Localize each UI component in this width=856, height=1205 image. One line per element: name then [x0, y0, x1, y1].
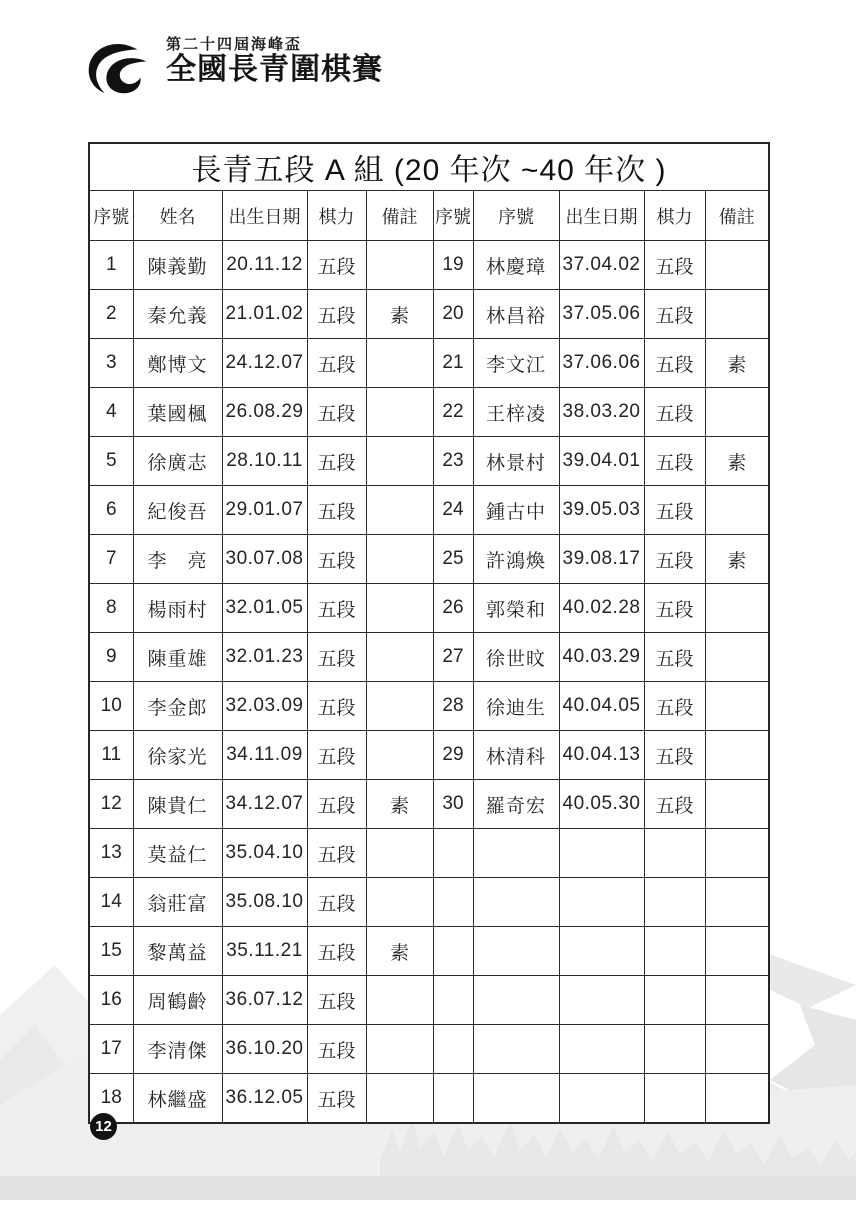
cell-date-left: 32.01.05: [222, 584, 307, 633]
cell-no-right: [433, 829, 473, 878]
cell-rank-right: 五段: [644, 633, 705, 682]
cell-rank-right: 五段: [644, 388, 705, 437]
cell-no-left: 7: [89, 535, 133, 584]
cell-note-right: [705, 780, 769, 829]
cell-date-left: 35.08.10: [222, 878, 307, 927]
cell-date-left: 32.03.09: [222, 682, 307, 731]
cell-rank-left: 五段: [307, 1074, 366, 1124]
cell-name-left: 楊雨村: [133, 584, 222, 633]
cell-note-right: 素: [705, 339, 769, 388]
cell-no-left: 2: [89, 290, 133, 339]
cell-note-left: [366, 584, 433, 633]
cell-note-right: [705, 976, 769, 1025]
cell-no-left: 11: [89, 731, 133, 780]
cell-date-right: 40.02.28: [559, 584, 644, 633]
cell-note-left: [366, 388, 433, 437]
cell-rank-left: 五段: [307, 1025, 366, 1074]
cell-rank-left: 五段: [307, 878, 366, 927]
column-header: 備註: [705, 191, 769, 241]
cell-name-right: 鍾古中: [473, 486, 559, 535]
cell-no-right: 20: [433, 290, 473, 339]
cell-rank-left: 五段: [307, 339, 366, 388]
column-header: 備註: [366, 191, 433, 241]
cell-name-right: 徐世旼: [473, 633, 559, 682]
page-number: 12: [95, 1118, 112, 1135]
cell-no-left: 1: [89, 241, 133, 290]
column-header: 姓名: [133, 191, 222, 241]
cell-rank-left: 五段: [307, 584, 366, 633]
cell-date-left: 36.12.05: [222, 1074, 307, 1124]
cell-name-left: 葉國楓: [133, 388, 222, 437]
cell-date-left: 36.07.12: [222, 976, 307, 1025]
cell-no-left: 6: [89, 486, 133, 535]
cell-rank-left: 五段: [307, 829, 366, 878]
cell-no-right: [433, 1074, 473, 1124]
cell-rank-left: 五段: [307, 486, 366, 535]
cell-no-left: 15: [89, 927, 133, 976]
cell-rank-left: 五段: [307, 731, 366, 780]
cell-no-right: 27: [433, 633, 473, 682]
cell-rank-right: 五段: [644, 339, 705, 388]
cell-date-right: 40.04.05: [559, 682, 644, 731]
cell-note-right: [705, 682, 769, 731]
cell-note-left: [366, 535, 433, 584]
cell-rank-left: 五段: [307, 633, 366, 682]
cell-no-left: 4: [89, 388, 133, 437]
cell-note-left: [366, 829, 433, 878]
cell-no-left: 10: [89, 682, 133, 731]
cell-note-left: 素: [366, 780, 433, 829]
column-header: 出生日期: [559, 191, 644, 241]
cell-rank-right: [644, 1074, 705, 1124]
cell-name-right: 林景村: [473, 437, 559, 486]
cell-note-right: [705, 1025, 769, 1074]
table-row: [89, 1074, 769, 1124]
column-header: 序號: [433, 191, 473, 241]
cell-date-right: 37.05.06: [559, 290, 644, 339]
cell-date-right: [559, 976, 644, 1025]
cell-name-right: 李文江: [473, 339, 559, 388]
logo-subtitle: 第二十四屆海峰盃: [166, 36, 303, 53]
cell-name-right: 林慶璋: [473, 241, 559, 290]
cell-no-right: 28: [433, 682, 473, 731]
cell-date-left: 21.01.02: [222, 290, 307, 339]
table-row: [89, 829, 769, 878]
table-row: [89, 290, 769, 339]
cell-name-left: 徐家光: [133, 731, 222, 780]
table-row: [89, 878, 769, 927]
table-row: [89, 780, 769, 829]
cell-date-left: 35.11.21: [222, 927, 307, 976]
cell-date-right: [559, 1074, 644, 1124]
cell-note-right: [705, 731, 769, 780]
cell-note-left: [366, 731, 433, 780]
cell-name-left: 莫益仁: [133, 829, 222, 878]
cell-note-left: [366, 241, 433, 290]
logo-title: 全國長青圍棋賽: [166, 53, 383, 86]
table-row: [89, 388, 769, 437]
cell-no-right: [433, 927, 473, 976]
cell-name-left: 紀俊吾: [133, 486, 222, 535]
cell-note-right: 素: [705, 535, 769, 584]
cell-note-right: [705, 290, 769, 339]
cell-rank-left: 五段: [307, 388, 366, 437]
cell-name-left: 鄭博文: [133, 339, 222, 388]
cell-date-left: 24.12.07: [222, 339, 307, 388]
cell-rank-left: 五段: [307, 976, 366, 1025]
cell-no-left: 12: [89, 780, 133, 829]
cell-note-right: 素: [705, 437, 769, 486]
table-row: [89, 731, 769, 780]
table-title-row: [89, 143, 769, 191]
cell-rank-right: [644, 1025, 705, 1074]
haifeng-cup-swirl-icon: [86, 42, 162, 94]
cell-name-left: 陳貴仁: [133, 780, 222, 829]
cell-name-left: 徐廣志: [133, 437, 222, 486]
cell-date-left: 30.07.08: [222, 535, 307, 584]
cell-name-right: [473, 927, 559, 976]
cell-no-left: 9: [89, 633, 133, 682]
table-row: [89, 927, 769, 976]
cell-date-right: 38.03.20: [559, 388, 644, 437]
cell-name-left: 秦允義: [133, 290, 222, 339]
cell-date-left: 34.11.09: [222, 731, 307, 780]
cell-note-left: [366, 1074, 433, 1124]
cell-no-left: 16: [89, 976, 133, 1025]
cell-no-right: [433, 878, 473, 927]
cell-name-right: [473, 829, 559, 878]
cell-date-left: 32.01.23: [222, 633, 307, 682]
cell-date-left: 35.04.10: [222, 829, 307, 878]
cell-rank-right: 五段: [644, 486, 705, 535]
cell-date-right: 40.04.13: [559, 731, 644, 780]
cell-date-right: 40.05.30: [559, 780, 644, 829]
cell-date-left: 26.08.29: [222, 388, 307, 437]
cell-note-right: [705, 388, 769, 437]
roster-table: [88, 142, 770, 1124]
cell-note-left: 素: [366, 290, 433, 339]
cell-name-right: 徐迪生: [473, 682, 559, 731]
cell-note-left: [366, 633, 433, 682]
cell-rank-right: [644, 878, 705, 927]
cell-rank-left: 五段: [307, 437, 366, 486]
cell-name-left: 李 亮: [133, 535, 222, 584]
cell-name-left: 李金郎: [133, 682, 222, 731]
table-row: [89, 486, 769, 535]
cell-note-right: [705, 486, 769, 535]
table-row: [89, 535, 769, 584]
cell-no-right: [433, 1025, 473, 1074]
cell-date-right: 37.06.06: [559, 339, 644, 388]
cell-rank-right: 五段: [644, 682, 705, 731]
cell-no-right: 21: [433, 339, 473, 388]
cell-date-right: [559, 1025, 644, 1074]
cell-name-right: 許鴻煥: [473, 535, 559, 584]
cell-note-right: [705, 633, 769, 682]
cell-rank-left: 五段: [307, 290, 366, 339]
cell-rank-left: 五段: [307, 780, 366, 829]
cell-date-right: 39.05.03: [559, 486, 644, 535]
cell-note-right: [705, 584, 769, 633]
column-header: 序號: [89, 191, 133, 241]
cell-rank-left: 五段: [307, 241, 366, 290]
cell-rank-right: [644, 976, 705, 1025]
cell-note-left: [366, 486, 433, 535]
cell-name-left: 林繼盛: [133, 1074, 222, 1124]
cell-note-left: [366, 339, 433, 388]
cell-rank-right: 五段: [644, 731, 705, 780]
cell-name-right: [473, 878, 559, 927]
cell-no-right: 30: [433, 780, 473, 829]
cell-no-right: 25: [433, 535, 473, 584]
cell-no-left: 14: [89, 878, 133, 927]
table-row: [89, 682, 769, 731]
column-header: 棋力: [644, 191, 705, 241]
table-row: [89, 584, 769, 633]
cell-no-right: [433, 976, 473, 1025]
cell-name-right: 羅奇宏: [473, 780, 559, 829]
tournament-logo: [86, 36, 383, 94]
page-number-badge: [90, 1113, 117, 1140]
cell-no-right: 26: [433, 584, 473, 633]
cell-note-left: [366, 682, 433, 731]
cell-no-left: 13: [89, 829, 133, 878]
cell-name-right: 郭榮和: [473, 584, 559, 633]
cell-no-right: 22: [433, 388, 473, 437]
cell-note-right: [705, 241, 769, 290]
cell-date-right: [559, 878, 644, 927]
cell-note-right: [705, 1074, 769, 1124]
cell-rank-left: 五段: [307, 535, 366, 584]
cell-name-right: [473, 1074, 559, 1124]
cell-date-left: 36.10.20: [222, 1025, 307, 1074]
column-header: 序號: [473, 191, 559, 241]
cell-date-left: 20.11.12: [222, 241, 307, 290]
cell-date-left: 34.12.07: [222, 780, 307, 829]
cell-name-left: 翁莊富: [133, 878, 222, 927]
cell-rank-left: 五段: [307, 682, 366, 731]
cell-no-left: 18: [89, 1074, 133, 1124]
cell-note-right: [705, 829, 769, 878]
cell-name-right: 林清科: [473, 731, 559, 780]
cell-no-left: 5: [89, 437, 133, 486]
cell-no-right: 24: [433, 486, 473, 535]
cell-name-left: 周鶴齡: [133, 976, 222, 1025]
cell-note-right: [705, 927, 769, 976]
cell-no-left: 17: [89, 1025, 133, 1074]
table-row: [89, 1025, 769, 1074]
cell-rank-left: 五段: [307, 927, 366, 976]
cell-rank-right: 五段: [644, 241, 705, 290]
cell-rank-right: 五段: [644, 290, 705, 339]
cell-name-right: 王梓凌: [473, 388, 559, 437]
cell-no-right: 29: [433, 731, 473, 780]
table-row: [89, 437, 769, 486]
cell-no-left: 3: [89, 339, 133, 388]
cell-name-right: 林昌裕: [473, 290, 559, 339]
cell-name-left: 陳重雄: [133, 633, 222, 682]
cell-note-left: [366, 878, 433, 927]
table-title: 長青五段 A 組 (20 年次 ~40 年次 ): [89, 143, 769, 191]
cell-no-left: 8: [89, 584, 133, 633]
table-row: [89, 633, 769, 682]
cell-note-left: [366, 976, 433, 1025]
cell-date-right: 37.04.02: [559, 241, 644, 290]
cell-name-left: 黎萬益: [133, 927, 222, 976]
cell-date-right: 40.03.29: [559, 633, 644, 682]
cell-name-left: 陳義勤: [133, 241, 222, 290]
cell-date-right: 39.04.01: [559, 437, 644, 486]
column-header-row: [89, 191, 769, 241]
cell-date-left: 28.10.11: [222, 437, 307, 486]
cell-date-right: [559, 829, 644, 878]
table-row: [89, 241, 769, 290]
cell-note-left: 素: [366, 927, 433, 976]
cell-note-right: [705, 878, 769, 927]
cell-date-right: 39.08.17: [559, 535, 644, 584]
cell-name-left: 李清傑: [133, 1025, 222, 1074]
cell-name-right: [473, 1025, 559, 1074]
cell-rank-right: 五段: [644, 584, 705, 633]
cell-no-right: 19: [433, 241, 473, 290]
cell-rank-right: [644, 927, 705, 976]
cell-rank-right: 五段: [644, 535, 705, 584]
table-row: [89, 976, 769, 1025]
cell-rank-right: [644, 829, 705, 878]
table-row: [89, 339, 769, 388]
cell-rank-right: 五段: [644, 780, 705, 829]
column-header: 出生日期: [222, 191, 307, 241]
cell-date-left: 29.01.07: [222, 486, 307, 535]
column-header: 棋力: [307, 191, 366, 241]
cell-name-right: [473, 976, 559, 1025]
cell-no-right: 23: [433, 437, 473, 486]
cell-note-left: [366, 1025, 433, 1074]
cell-date-right: [559, 927, 644, 976]
cell-note-left: [366, 437, 433, 486]
cell-rank-right: 五段: [644, 437, 705, 486]
